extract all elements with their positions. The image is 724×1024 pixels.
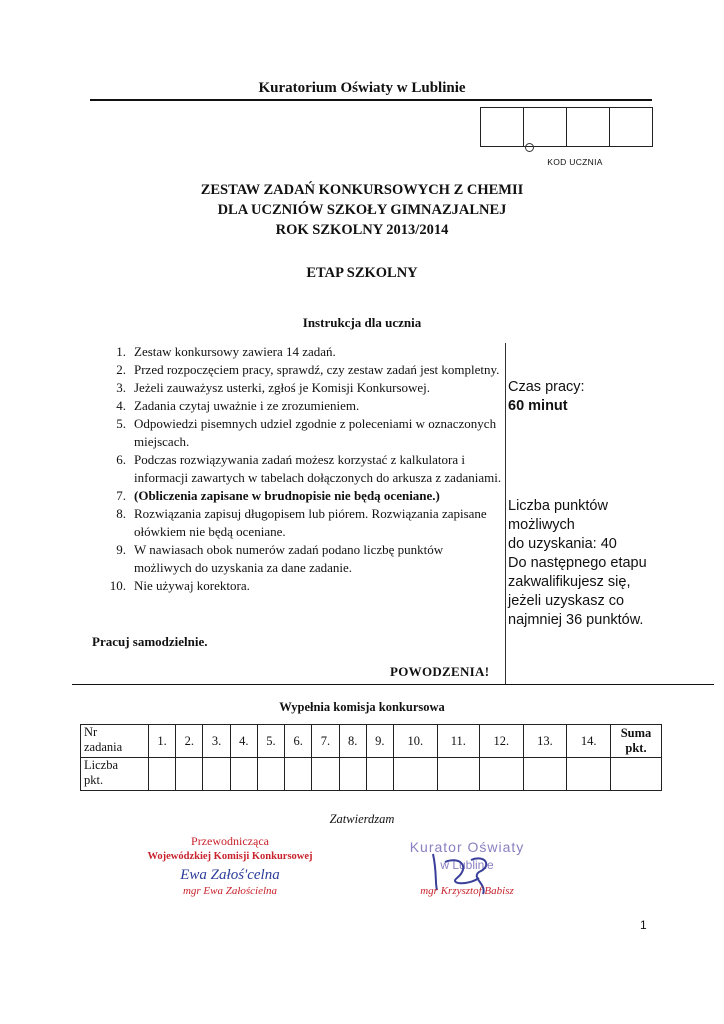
title-line-3: ROK SZKOLNY 2013/2014 [275,222,449,238]
table-row [81,725,662,758]
points-cell[interactable] [523,758,567,791]
middle-divider [72,684,714,685]
stage-title: ETAP SZKOLNY [306,265,418,281]
code-box-2[interactable] [523,108,566,146]
code-box-4[interactable] [609,108,652,146]
task-number: 3. [203,725,230,758]
task-number: 5. [257,725,284,758]
points-info [508,497,708,630]
approval-label: Zatwierdzam [329,812,395,826]
points-cell[interactable] [393,758,437,791]
student-code-label: KOD UCZNIA [547,157,603,167]
instruction-item: 6. Podczas rozwiązywania zadań możesz korzystać z kalkulatora i informacji zawartych w tabelach dołączonych do arkusza z zadaniami. [116,452,502,485]
points-cell[interactable] [312,758,339,791]
instruction-item: 3. Jeżeli zauważysz usterki, zgłoś je Komisji Konkursowej. [116,380,431,395]
stamp-right-line-1: Kurator Oświaty [409,839,525,855]
stamp-right-line-2: w Lublinie [440,858,494,872]
task-number: 9. [366,725,393,758]
table-row [81,758,662,791]
instruction-item: 1. Zestaw konkursowy zawiera 14 zadań. [116,344,336,359]
task-number: 1. [149,725,176,758]
instruction-item: 2. Przed rozpoczęciem pracy, sprawdź, czy zestaw zadań jest kompletny. [116,362,500,377]
task-number: 8. [339,725,366,758]
qualify-line-1: Do następnego etapu [508,555,647,571]
time-value: 60 minut [508,398,568,414]
task-number: 2. [176,725,203,758]
work-alone-note: Pracuj samodzielnie. [92,634,208,649]
page-number: 1 [640,918,647,932]
sum-header: Suma pkt. [611,725,662,758]
points-cell[interactable] [339,758,366,791]
stamp-left-line-2: Wojewódzkiej Komisji Konkursowej [147,851,313,862]
task-number: 13. [523,725,567,758]
qualify-line-3: jeżeli uzyskasz co [508,593,625,609]
task-number-header: Nr zadania [81,725,149,758]
instructions-title: Instrukcja dla ucznia [302,315,422,330]
points-cell[interactable] [567,758,611,791]
points-cell[interactable] [203,758,230,791]
points-cell[interactable] [257,758,284,791]
score-table [80,724,662,791]
stamp-right-name: mgr Krzysztof Babisz [420,885,514,897]
title-line-1: ZESTAW ZADAŃ KONKURSOWYCH Z CHEMII [200,182,524,198]
qualify-line-2: zakwalifikujesz się, [508,574,631,590]
time-label: Czas pracy: [508,379,585,395]
points-cell[interactable] [480,758,524,791]
points-header: Liczba pkt. [81,758,149,791]
points-line-2: możliwych [508,517,575,533]
task-number: 10. [393,725,437,758]
page-title [0,180,724,240]
instruction-item: 7. (Obliczenia zapisane w brudnopisie nie będą oceniane.) [116,488,440,503]
institution-title: Kuratorium Oświaty w Lublinie [258,80,466,96]
task-number: 4. [230,725,257,758]
sum-cell[interactable] [611,758,662,791]
signature-left: Ewa Załoś'celna [180,867,280,883]
points-cell[interactable] [230,758,257,791]
good-luck: POWODZENIA! [390,664,490,679]
curator-stamp [375,832,555,904]
commission-title: Wypełnia komisja konkursowa [279,700,445,714]
instruction-item: 8. Rozwiązania zapisuj długopisem lub piórem. Rozwiązania zapisane ołówkiem nie będą oceniane. [116,506,487,539]
title-line-2: DLA UCZNIÓW SZKOŁY GIMNAZJALNEJ [217,202,507,218]
stamp-left-line-1: Przewodnicząca [191,834,269,848]
instructions-list [108,343,503,595]
stamp-left-name: mgr Ewa Załościelna [182,885,278,897]
instruction-item: 5. Odpowiedzi pisemnych udziel zgodnie z poleceniami w oznaczonych miejscach. [116,416,497,449]
instruction-item: 10. Nie używaj korektora. [109,578,250,593]
qualify-line-4: najmniej 36 punktów. [508,612,644,628]
points-line-1: Liczba punktów [508,498,608,514]
instruction-item: 9. W nawiasach obok numerów zadań podano liczbę punktów możliwych do uzyskania za dane zadanie. [116,542,444,575]
points-cell[interactable] [437,758,479,791]
points-cell[interactable] [366,758,393,791]
time-info [508,378,585,416]
task-number: 12. [480,725,524,758]
task-number: 7. [312,725,339,758]
task-number: 11. [437,725,479,758]
column-divider [505,343,506,685]
task-number: 6. [285,725,312,758]
code-box-1[interactable] [481,108,523,146]
points-line-3: do uzyskania: 40 [508,536,617,552]
task-number: 14. [567,725,611,758]
points-cell[interactable] [285,758,312,791]
circle-icon [525,143,534,152]
commission-chair-stamp [130,832,330,904]
code-box-3[interactable] [566,108,609,146]
points-cell[interactable] [149,758,176,791]
student-code-boxes[interactable] [480,107,653,147]
points-cell[interactable] [176,758,203,791]
top-divider [90,99,652,101]
instruction-item: 4. Zadania czytaj uważnie i ze zrozumieniem. [116,398,360,413]
